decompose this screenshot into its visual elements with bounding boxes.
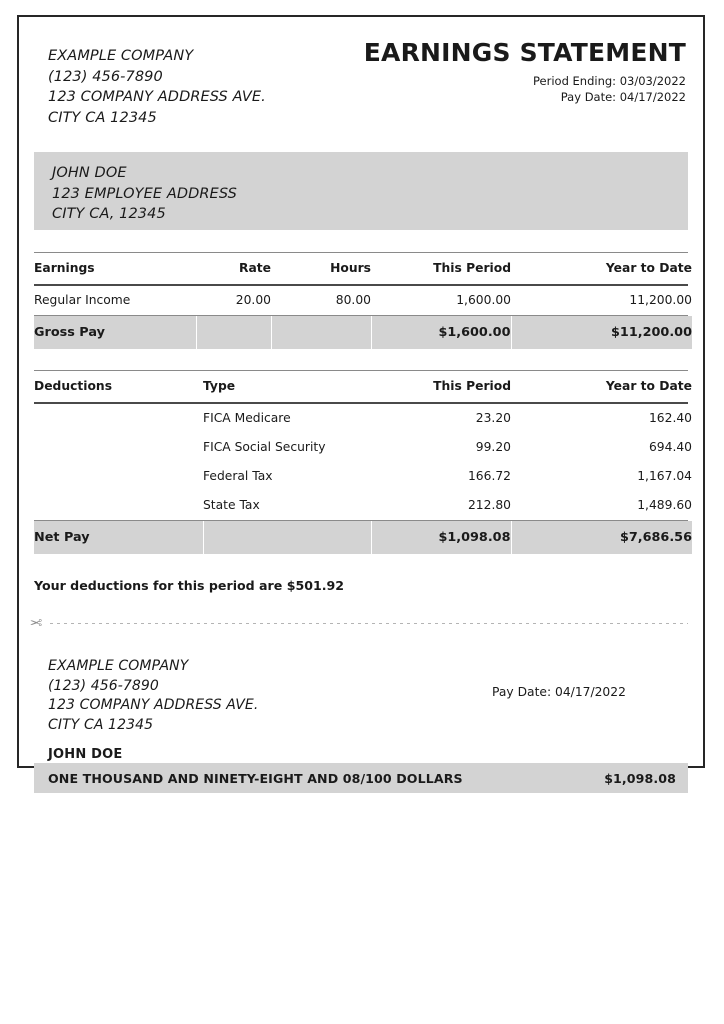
page-content bbox=[19, 17, 703, 786]
check-stub bbox=[34, 657, 688, 762]
net-pay-year-to-date: $7,686.56 bbox=[511, 521, 692, 554]
deduction-this-period: 212.80 bbox=[467, 498, 511, 512]
net-pay-type bbox=[203, 521, 371, 554]
amount-in-words: ONE THOUSAND AND NINETY-EIGHT AND 08/100 DOLLARS bbox=[48, 770, 463, 786]
gross-pay-hours bbox=[271, 316, 371, 349]
net-pay-this-period: $1,098.08 bbox=[371, 521, 511, 554]
cut-line-dashes bbox=[50, 623, 688, 624]
gross-pay-year-to-date: $11,200.00 bbox=[511, 316, 692, 349]
gross-pay-label: Gross Pay bbox=[34, 316, 196, 349]
employer-address-block bbox=[34, 39, 266, 128]
deduction-this-period: 23.20 bbox=[475, 411, 511, 425]
deductions-table bbox=[34, 371, 692, 402]
earnings-table-body-wrap bbox=[34, 286, 692, 315]
table-row bbox=[34, 462, 692, 491]
deduction-blank bbox=[34, 491, 203, 520]
earnings-col-rate: Rate bbox=[239, 261, 271, 275]
stub-employer-phone: (123) 456-7890 bbox=[48, 677, 159, 694]
deductions-col-type: Type bbox=[203, 379, 236, 393]
earnings-col-hours: Hours bbox=[330, 261, 371, 275]
deductions-header-row bbox=[34, 371, 692, 402]
employee-address-block bbox=[34, 152, 688, 230]
earnings-section bbox=[34, 252, 692, 349]
employee-city-state-zip: CITY CA, 12345 bbox=[52, 206, 166, 222]
earnings-table-head bbox=[34, 253, 692, 284]
net-pay-label: Net Pay bbox=[34, 521, 203, 554]
deduction-blank bbox=[34, 404, 203, 433]
pay-date: Pay Date: 04/17/2022 bbox=[560, 89, 686, 104]
deduction-year-to-date: 162.40 bbox=[648, 411, 692, 425]
deductions-section bbox=[34, 370, 692, 554]
gross-pay-this-period: $1,600.00 bbox=[371, 316, 511, 349]
stub-pay-date: Pay Date: 04/17/2022 bbox=[492, 685, 626, 699]
gross-pay-row bbox=[34, 316, 692, 349]
deductions-table-body-wrap bbox=[34, 404, 692, 520]
earnings-row-hours: 80.00 bbox=[335, 293, 371, 307]
scissors-icon: ✂ bbox=[29, 613, 43, 632]
employer-name: EXAMPLE COMPANY bbox=[48, 48, 194, 64]
employer-street: 123 COMPANY ADDRESS AVE. bbox=[48, 89, 266, 105]
employer-phone: (123) 456-7890 bbox=[48, 68, 163, 85]
deductions-col-label: Deductions bbox=[34, 379, 113, 393]
deduction-year-to-date: 1,489.60 bbox=[637, 498, 692, 512]
stub-payee-name: JOHN DOE bbox=[48, 747, 123, 762]
deduction-type: FICA Medicare bbox=[203, 411, 291, 425]
paystub-page bbox=[17, 15, 705, 786]
earnings-col-this-period: This Period bbox=[433, 261, 511, 275]
deduction-summary-note: Your deductions for this period are $501.92 bbox=[34, 578, 345, 593]
deductions-table-head bbox=[34, 371, 692, 402]
earnings-header-row bbox=[34, 253, 692, 284]
deduction-type: Federal Tax bbox=[203, 469, 273, 483]
statement-header bbox=[34, 17, 688, 128]
deduction-type: State Tax bbox=[203, 498, 260, 512]
stub-employer-name: EXAMPLE COMPANY bbox=[48, 658, 189, 674]
employee-name: JOHN DOE bbox=[52, 165, 127, 181]
earnings-row-rate: 20.00 bbox=[235, 293, 271, 307]
employer-city-state-zip: CITY CA 12345 bbox=[48, 109, 157, 126]
table-row bbox=[34, 491, 692, 520]
deductions-col-this-period: This Period bbox=[433, 379, 511, 393]
deduction-this-period: 166.72 bbox=[467, 469, 511, 483]
gross-pay-table bbox=[34, 316, 692, 349]
gross-pay-rate bbox=[196, 316, 271, 349]
earnings-table bbox=[34, 253, 692, 284]
stub-employer-city-state-zip: CITY CA 12345 bbox=[48, 716, 154, 733]
employee-street: 123 EMPLOYEE ADDRESS bbox=[52, 185, 237, 202]
table-row bbox=[34, 286, 692, 315]
cut-line bbox=[27, 615, 688, 631]
amount-in-words-band bbox=[34, 763, 688, 793]
earnings-col-year-to-date: Year to Date bbox=[605, 261, 692, 275]
table-row bbox=[34, 404, 692, 433]
earnings-row-description: Regular Income bbox=[34, 293, 131, 307]
deduction-this-period: 99.20 bbox=[475, 440, 511, 454]
deductions-col-year-to-date: Year to Date bbox=[605, 379, 692, 393]
net-pay-table bbox=[34, 521, 692, 554]
table-row bbox=[34, 433, 692, 462]
period-ending: Period Ending: 03/03/2022 bbox=[533, 74, 686, 88]
deduction-blank bbox=[34, 433, 203, 462]
date-block bbox=[364, 74, 686, 105]
deduction-year-to-date: 694.40 bbox=[648, 440, 692, 454]
net-pay-row bbox=[34, 521, 692, 554]
earnings-col-description: Earnings bbox=[34, 261, 95, 275]
deduction-blank bbox=[34, 462, 203, 491]
deduction-type: FICA Social Security bbox=[203, 440, 326, 454]
stub-employer-street: 123 COMPANY ADDRESS AVE. bbox=[48, 697, 259, 713]
earnings-row-this-period: 1,600.00 bbox=[456, 293, 511, 307]
earnings-table-body bbox=[34, 286, 692, 315]
page-title: EARNINGS STATEMENT bbox=[363, 38, 686, 67]
deductions-table-body bbox=[34, 404, 692, 520]
earnings-row-year-to-date: 11,200.00 bbox=[629, 293, 692, 307]
title-and-dates bbox=[364, 39, 688, 105]
deduction-year-to-date: 1,167.04 bbox=[637, 469, 692, 483]
amount-numeric: $1,098.08 bbox=[604, 770, 676, 786]
